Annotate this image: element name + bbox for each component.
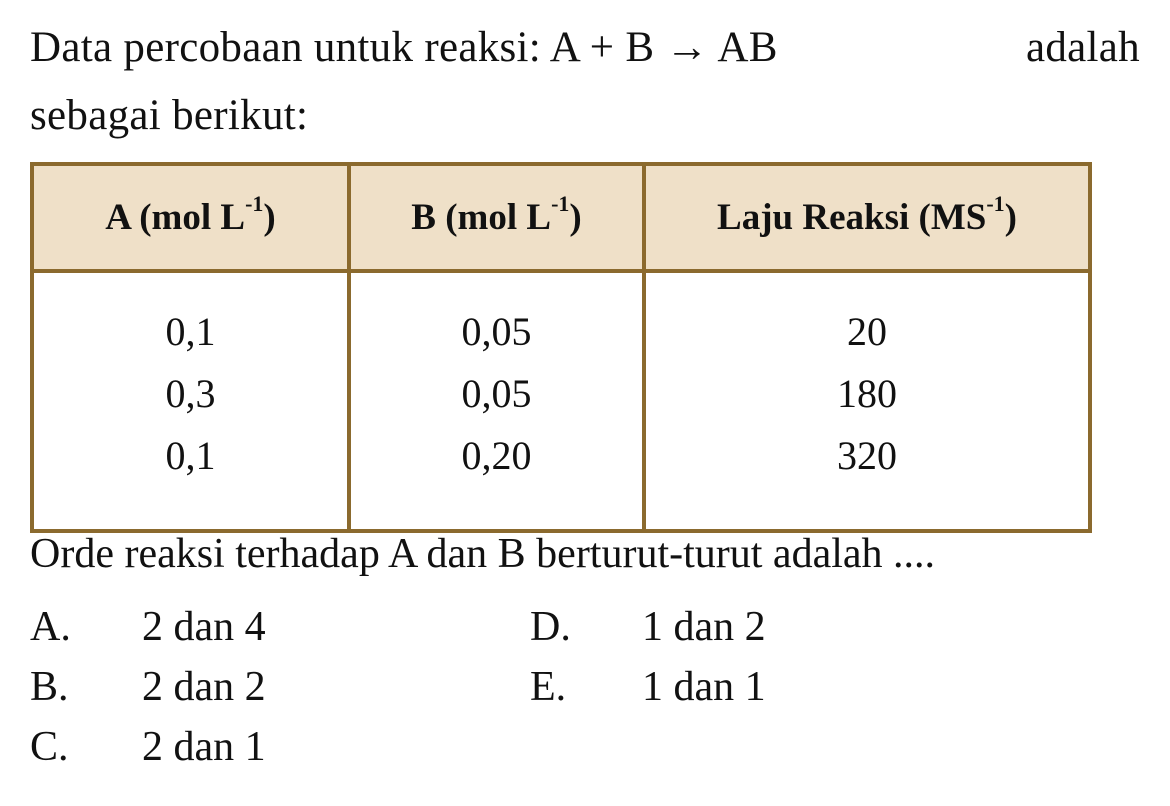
option-letter: E.: [530, 664, 567, 710]
table-cell: 180: [837, 371, 897, 416]
option-text: 2 dan 1: [142, 724, 266, 770]
column-header-b: B (mol $L^{-1}$): [349, 164, 644, 271]
option-e[interactable]: [530, 663, 766, 711]
table-cell: 0,20: [461, 433, 532, 478]
option-letter: B.: [30, 664, 69, 710]
column-b-values: [349, 271, 644, 531]
option-text: 1 dan 2: [642, 604, 766, 650]
option-a[interactable]: [30, 603, 266, 651]
option-letter: D.: [530, 604, 571, 650]
option-letter: A.: [30, 604, 71, 650]
table-cell: 0,05: [461, 371, 532, 416]
column-header-rate: Laju Reaksi $(MS^{-1})$: [644, 164, 1090, 271]
intro-line-1: [30, 14, 1140, 82]
option-letter: C.: [30, 724, 69, 770]
table-cell: 0,05: [461, 309, 532, 354]
question-text: Orde reaksi terhadap A dan B berturut-turut adalah ....: [30, 531, 936, 577]
intro-line-1-left: Data percobaan untuk reaksi: A + B → AB: [30, 24, 778, 71]
option-d[interactable]: [530, 603, 766, 651]
column-a-values: [32, 271, 349, 531]
option-text: 2 dan 4: [142, 604, 266, 650]
intro-line-2: sebagai berikut:: [30, 92, 309, 139]
table-cell: 320: [837, 433, 897, 478]
column-header-a: A (mol $L^{-1}$): [32, 164, 349, 271]
table-cell: 20: [847, 309, 887, 354]
option-text: 2 dan 2: [142, 664, 266, 710]
intro-text: [30, 14, 1140, 150]
data-table: [30, 162, 1092, 533]
intro-line-1-right: adalah: [1025, 24, 1140, 71]
table-cell: 0,1: [165, 433, 216, 478]
option-c[interactable]: [30, 723, 266, 771]
table-cell: 0,1: [165, 309, 216, 354]
option-text: 1 dan 1: [642, 664, 766, 710]
table-header-row: [32, 164, 1090, 271]
table-row: [32, 271, 1090, 531]
table-cell: 0,3: [165, 371, 216, 416]
option-b[interactable]: [30, 663, 266, 711]
column-rate-values: [644, 271, 1090, 531]
